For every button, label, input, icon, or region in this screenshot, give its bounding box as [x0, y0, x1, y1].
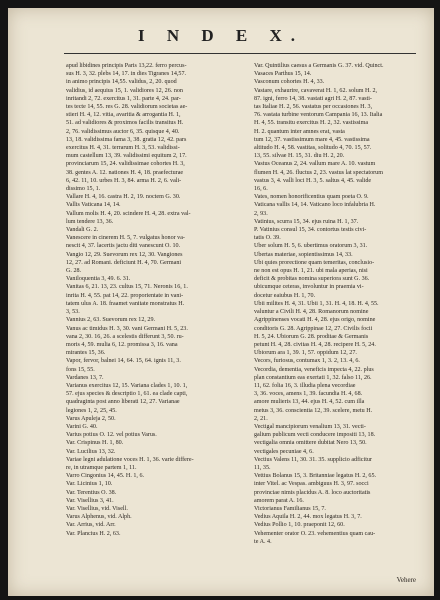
- index-line: Var. Arrius, vid. Arr.: [66, 522, 116, 529]
- index-line: 13, 18. validissima fama 3, 38. gratia 12, 42. pars: [66, 136, 187, 143]
- index-line: Uber solum H. 5, 6. ubertimus oratorum 3, 31.: [254, 243, 368, 250]
- index-line: in animo principis 14,55. validus, 2, 20. quod: [66, 79, 177, 86]
- index-line: H. 5, 24. Ubiorum G. 28. proditae & Germanis: [254, 333, 369, 340]
- index-line: tas Italiae H. 2, 56. vastatus per occasiones H. 3,: [254, 104, 373, 111]
- index-line: Vardanes 13, 7.: [66, 374, 104, 381]
- catchword: Vehere: [396, 576, 416, 584]
- index-line: vectigalia omnia omittere dubitat Nero 13, 50.: [254, 440, 367, 447]
- index-line: Ubii milites H. 4, 31. Ubii 1, 31. H. 4, 18. H. 4, 55.: [254, 300, 379, 307]
- index-line: Agrippinenses vocati H. 4, 28. ejus origo, nomine: [254, 317, 376, 324]
- index-line: 3, 53.: [66, 309, 80, 316]
- index-line: Vaniloquentia 3, 49. 6. 31.: [66, 276, 131, 283]
- index-line: mirantes 15, 36.: [66, 350, 106, 357]
- index-line: 2, 93.: [254, 210, 268, 217]
- index-line: H. 2. quantum inter amnes erat, vasta: [254, 128, 345, 135]
- index-line: Vallum molis H. 4, 20. scindere H. 4, 28. extra val-: [66, 210, 191, 217]
- index-line: deficit & probitas nomina superiora sunt G. 36.: [254, 276, 370, 283]
- index-line: moris 4, 59. mulia 6, 12. promissa 3, 16. vana: [66, 341, 178, 348]
- index-line: Var. Visellius 3, 41.: [66, 497, 114, 504]
- index-line: vana 2, 30. 16, 26. a scelestis differunt 3, 50. ru-: [66, 333, 184, 340]
- index-line: Vatinius, scurra 15, 34. ejus ruina H. 1, 37.: [254, 218, 359, 225]
- index-line: G. 28.: [66, 268, 82, 275]
- index-line: 11, 35.: [254, 464, 271, 471]
- index-line: Var. Plancius H. 2, 63.: [66, 530, 121, 537]
- index-line: Vettius Bolanus 15, 3. Britanniae legatus H. 2, 65.: [254, 473, 377, 480]
- index-line: 13, 55. silvae H. 15, 31. diu H. 2, 20.: [254, 153, 345, 160]
- index-line: valuntur a Civili H. 4, 28. Romanorum nomine: [254, 309, 369, 316]
- index-line: Vasaces Parthus 15, 14.: [254, 71, 312, 78]
- index-line: Varro Cingonius 14, 45. H. 1, 6.: [66, 473, 145, 480]
- index-line: Vectigal mancipiorum venalium 13, 31. vecti-: [254, 423, 366, 430]
- index-line: Vedius Pollio 1, 10. praeponit 12, 60.: [254, 522, 345, 529]
- index-line: inritandi 2, 72. exercitus 1, 31. parte 4, 24. par-: [66, 95, 181, 102]
- index-line: Var. Crispinus H. 1, 80.: [66, 440, 124, 447]
- page-header: [8, 26, 434, 58]
- index-line: H. 4, 55. transitu exercitus H. 2, 32. vastissima: [254, 120, 369, 127]
- index-line: Ubiorum ara 1, 39. 1, 57. oppidum 12, 27.: [254, 350, 357, 357]
- index-line: quadraginta post anno liberati 12, 27. Varianae: [66, 399, 180, 406]
- index-line: metus 3, 36. conscientia 12, 39. scelere, metu H.: [254, 407, 373, 414]
- index-line: inter Vitel. ac Vespas. ambiguus H. 3, 97. socci: [254, 481, 369, 488]
- header-rule: [64, 53, 416, 54]
- index-line: lum tendere 13, 36.: [66, 218, 114, 225]
- index-line: Vanus ac timidus H. 3, 30. vani Germani H. 5, 23.: [66, 325, 188, 332]
- index-line: Var. Quintilius caesus a Germanis G. 37. vid. Quinct.: [254, 63, 384, 69]
- index-line: tatem ulus A. 18. fraamet vanitate monstratus H.: [66, 300, 185, 307]
- index-line: Vehementer orator O. 23. vehementius quam cau-: [254, 530, 376, 537]
- index-line: Vectius Valens 11, 30. 31. 35. supplicio adficitur: [254, 456, 372, 463]
- index-line: Var. Lucilius 13, 32.: [66, 448, 116, 455]
- index-line: tum 12, 37. vastissimum mare 4, 45. vastissima: [254, 136, 370, 143]
- index-line: conditoris G. 28. Agrippinae 12, 27. Civilis focii: [254, 325, 373, 332]
- index-line: Varius potius O. 12. vel potius Varus.: [66, 432, 157, 439]
- index-line: Ubi quies prorectione quam temeritas, conclusio-: [254, 259, 375, 266]
- index-line: sus H. 3, 32. plebs 14, 17. in dies Tigranes 14,57.: [66, 71, 187, 78]
- index-line: Vanescere in cinerem H. 5, 7. vulgatus honor va-: [66, 235, 185, 242]
- index-line: provinciarum 15, 24. validissimae cohortes H. 3,: [66, 161, 185, 168]
- index-line: provinciae nimis placidus A. 8. loco auctoritatis: [254, 489, 371, 496]
- index-line: Vandali G. 2.: [66, 227, 99, 234]
- index-line: 16, 6.: [254, 186, 268, 193]
- index-line: plan constantium eas exertati 1, 32. falso 11, 26.: [254, 374, 372, 381]
- index-line: altitudo H. 4, 58. vastitas, solitudo 4, 70. 15, 57.: [254, 145, 372, 152]
- index-line: Var. Visellius, vid. Visell.: [66, 505, 128, 512]
- right-column: [254, 62, 424, 546]
- index-line: Ubertas materiae, sopientissimus 14, 33.: [254, 251, 353, 258]
- index-line: dissimo 15, 1.: [66, 186, 101, 193]
- book-page: [8, 8, 434, 596]
- index-line: Vecors, furiosus, contumax 1, 3. 2, 13. 4, 6.: [254, 358, 360, 365]
- index-line: Vedius Aquila H. 2, 44. mox legatus H. 3, 7.: [254, 514, 362, 521]
- index-line: 38. gentes A. 12. nationes H. 4, 18. praefecturae: [66, 169, 184, 176]
- index-line: tatis O. 39.: [254, 235, 281, 242]
- index-line: Vanitas 6, 21. 13, 23. cultus 15, 71. Neronis 16, 1.: [66, 284, 188, 291]
- index-line: 2, 21.: [254, 415, 268, 422]
- index-line: 11, 62. folia 16, 3. illudia plena vecordiae: [254, 382, 356, 389]
- index-line: vectigales pecuniae 4, 6.: [254, 448, 314, 455]
- index-line: fons 15, 55.: [66, 366, 95, 373]
- index-line: Victorianus Familianus 15, 7.: [254, 505, 326, 512]
- index-line: Varini G. 40.: [66, 423, 98, 430]
- index-line: P. Vatinius consul 15, 34. contortus testis civi-: [254, 227, 367, 234]
- index-line: 87. igni, ferro 14, 38. vastati agri H. 2, 87. vasti-: [254, 95, 372, 102]
- index-line: Varus Alphenus, vid. Alph.: [66, 514, 132, 521]
- index-line: Var. Terentius O. 38.: [66, 489, 117, 496]
- index-line: Vangio 12, 29. Suevorum rex 12, 30. Vangiones: [66, 251, 183, 258]
- index-line: mum castellum 13, 39. validissimi equitum 2, 17.: [66, 153, 187, 160]
- index-line: inrita H. 4, 55. pat 14, 22. proporientate in vani-: [66, 292, 184, 299]
- index-line: galium publicum vecti conducere impositi 13, 18.: [254, 432, 376, 439]
- index-line: Vecordia, dementia, veneficis impecta 4, 22. plus: [254, 366, 374, 373]
- index-line: tes tecte 14, 55. res G. 28. validiorum societas ae-: [66, 104, 188, 111]
- index-line: re, in utramque partem 1, 11.: [66, 464, 137, 471]
- page-title: I N D E X.: [137, 26, 305, 45]
- index-line: apud libidines principis Paris 13,22. ferro percus-: [66, 63, 187, 69]
- index-line: Varianus exercitus 12, 15. Variana clades 1, 10. 1,: [66, 382, 188, 389]
- index-line: 12, 27. ad Romani. deficiunt H. 4, 70. Germani: [66, 259, 182, 266]
- index-line: Vasconum cohortes H. 4, 33.: [254, 79, 325, 86]
- index-line: te A. 4.: [254, 538, 272, 545]
- index-line: Vannius 2, 63. Suevorum rex 12, 29.: [66, 317, 156, 324]
- index-line: nescit 4, 37. lacertis jactu diti vanescunt O. 10.: [66, 243, 181, 250]
- index-line: Vallis Vaticana 14, 14.: [66, 202, 121, 209]
- index-line: validius, id aequius 15, 1. validiores 12, 26. non: [66, 87, 183, 94]
- index-line: Vastus Oceanus 2, 24. vallum mare A. 10. vastum: [254, 161, 376, 168]
- index-line: ne non est opus H. 1, 21. ubi mala aperias, nisi: [254, 268, 368, 275]
- index-line: 51. ad validiores & proximos facilis transitus H.: [66, 120, 184, 127]
- index-line: vastus 3, 4. valli loci H. 3, 5. saltus 4, 45. valide: [254, 177, 372, 184]
- index-line: petunt H. 4, 28. civitas H. 4, 28. recipere H. 5, 24.: [254, 341, 376, 348]
- index-line: legiones 1, 2, 25, 45.: [66, 407, 117, 414]
- left-column: [66, 62, 248, 538]
- index-line: Vapor, fervor, balnei 14, 64. 15, 64. ignis 11, 3.: [66, 358, 181, 365]
- index-line: 2, 76. validissimus auctor 6, 35. quisque 4, 40.: [66, 128, 180, 135]
- index-line: docetur eaiubus H. 1, 70.: [254, 292, 316, 299]
- index-line: 76. vastata turbine ventorum Campania 16, 13. Italia: [254, 112, 383, 119]
- index-line: amore mulieris 13, 44. ejus H. 4, 52. cum illa: [254, 399, 365, 406]
- index-line: 3, 36. voces, amens 1, 39. facundia H. 4, 68.: [254, 391, 363, 398]
- index-line: stieri H. 4, 12. vitia, avaritia & arrogantia H. 1,: [66, 112, 181, 119]
- index-line: 6, 42. 11, 10. urbes H. 3, 84. arma H. 2, 6. vali-: [66, 177, 182, 184]
- index-line: Vates, nomen honorificentius quam poeta O. 9.: [254, 194, 369, 201]
- index-line: Vastare, exhaurire, cavaverat H. 1, 62. solum H. 2,: [254, 87, 378, 94]
- index-line: Var. Licinius 1, 10.: [66, 481, 113, 488]
- index-line: Vaticana vallis 14, 14. Vaticano loco infalubria H.: [254, 202, 376, 209]
- index-line: Variae legni adulatione voces H. 1, 36. varie differe-: [66, 456, 194, 463]
- index-line: ubicumque ceteras, involuntur in praemia vi-: [254, 284, 364, 291]
- index-line: Varus Apuleja 2, 50.: [66, 415, 116, 422]
- index-line: Vallare H. 4, 16. castra H. 2, 19. noctem G. 30.: [66, 194, 181, 201]
- index-line: 57. ejus species & descriptio 1, 61. ea clade capti,: [66, 391, 188, 398]
- index-line: amorem parat A. 16.: [254, 497, 304, 504]
- index-line: exercitus H. 4, 31. terrarum H. 3, 53. validissi-: [66, 145, 180, 152]
- index-line: flumen H. 4, 26. fluctus 2, 23. vastus lat spectatorum: [254, 169, 383, 176]
